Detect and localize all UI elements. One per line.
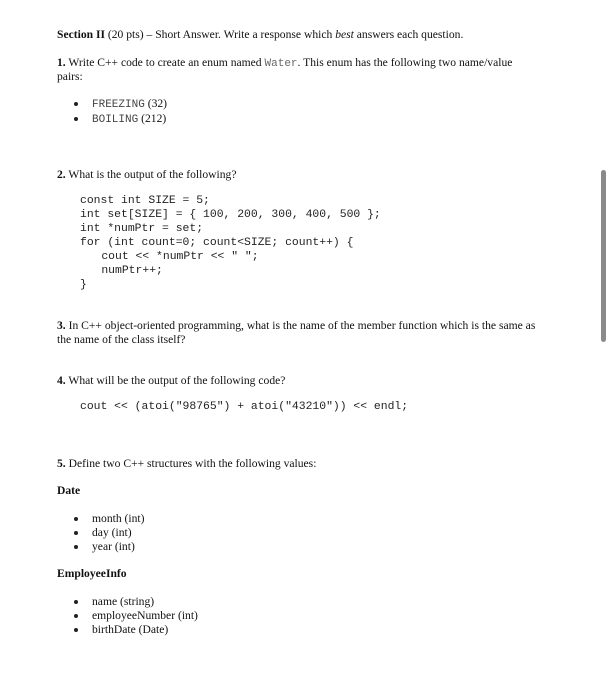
- section-instruction-end: answers each question.: [353, 28, 464, 41]
- q2-text: What is the output of the following?: [68, 168, 237, 181]
- q1-line2: pairs:: [57, 70, 83, 83]
- enum-item-name: FREEZING: [92, 99, 145, 111]
- bullet: [74, 600, 78, 604]
- vertical-scrollbar[interactable]: [601, 170, 606, 342]
- section-heading: [57, 28, 463, 42]
- q2-number: 2.: [57, 168, 66, 181]
- q2-code-line: }: [80, 279, 87, 291]
- q2-line: [57, 168, 236, 182]
- q5-number: 5.: [57, 457, 66, 470]
- q1-item-freezing: [92, 97, 167, 113]
- employee-field: birthDate (Date): [92, 623, 169, 636]
- q3-number: 3.: [57, 319, 66, 332]
- q5-line: [57, 457, 316, 471]
- q4-text: What will be the output of the following code?: [68, 374, 286, 387]
- bullet: [74, 117, 78, 121]
- q1-number: 1.: [57, 56, 66, 69]
- q1-text-a: Write C++ code to create an enum named: [68, 56, 265, 69]
- enum-item-value: (32): [147, 97, 168, 110]
- q3-line1: [57, 319, 535, 333]
- employee-field: name (string): [92, 595, 155, 608]
- date-field: year (int): [92, 540, 135, 553]
- q1-item-boiling: [92, 112, 166, 128]
- section-points: (20 pts) – Short Answer. Write a response which: [105, 28, 336, 41]
- employee-field: employeeNumber (int): [92, 609, 198, 622]
- q2-code-line: int *numPtr = set;: [80, 223, 204, 235]
- q1-line1: [57, 56, 512, 72]
- q2-code-line: const int SIZE = 5;: [80, 195, 210, 207]
- enum-item-value: (212): [141, 112, 167, 125]
- section-title: Section II: [57, 28, 105, 41]
- q2-code-line: for (int count=0; count<SIZE; count++) {: [80, 237, 354, 249]
- q5-text: Define two C++ structures with the following values:: [68, 457, 317, 470]
- q3-text-1: In C++ object-oriented programming, what is the name of the member function which is the same as: [68, 319, 536, 332]
- bullet: [74, 614, 78, 618]
- date-field: month (int): [92, 512, 145, 525]
- bullet: [74, 102, 78, 106]
- bullet: [74, 517, 78, 521]
- q1-enum-name: Water: [264, 58, 298, 70]
- q1-text-b: . This enum has the following two name/value: [297, 56, 513, 69]
- struct-date-heading: Date: [57, 484, 81, 497]
- q2-code-line: numPtr++;: [74, 265, 163, 277]
- q4-number: 4.: [57, 374, 66, 387]
- q4-line: [57, 374, 285, 388]
- q4-code: cout << (atoi("98765") + atoi("43210")) << endl;: [80, 401, 409, 413]
- q3-line2: the name of the class itself?: [57, 333, 186, 346]
- bullet: [74, 628, 78, 632]
- bullet: [74, 545, 78, 549]
- enum-item-name: BOILING: [92, 114, 139, 126]
- q2-code-line: cout << *numPtr << " ";: [74, 251, 259, 263]
- q2-code-line: int set[SIZE] = { 100, 200, 300, 400, 500 };: [80, 209, 381, 221]
- date-field: day (int): [92, 526, 132, 539]
- section-emphasis: best: [335, 28, 354, 41]
- struct-employeeinfo-heading: EmployeeInfo: [57, 567, 127, 580]
- bullet: [74, 531, 78, 535]
